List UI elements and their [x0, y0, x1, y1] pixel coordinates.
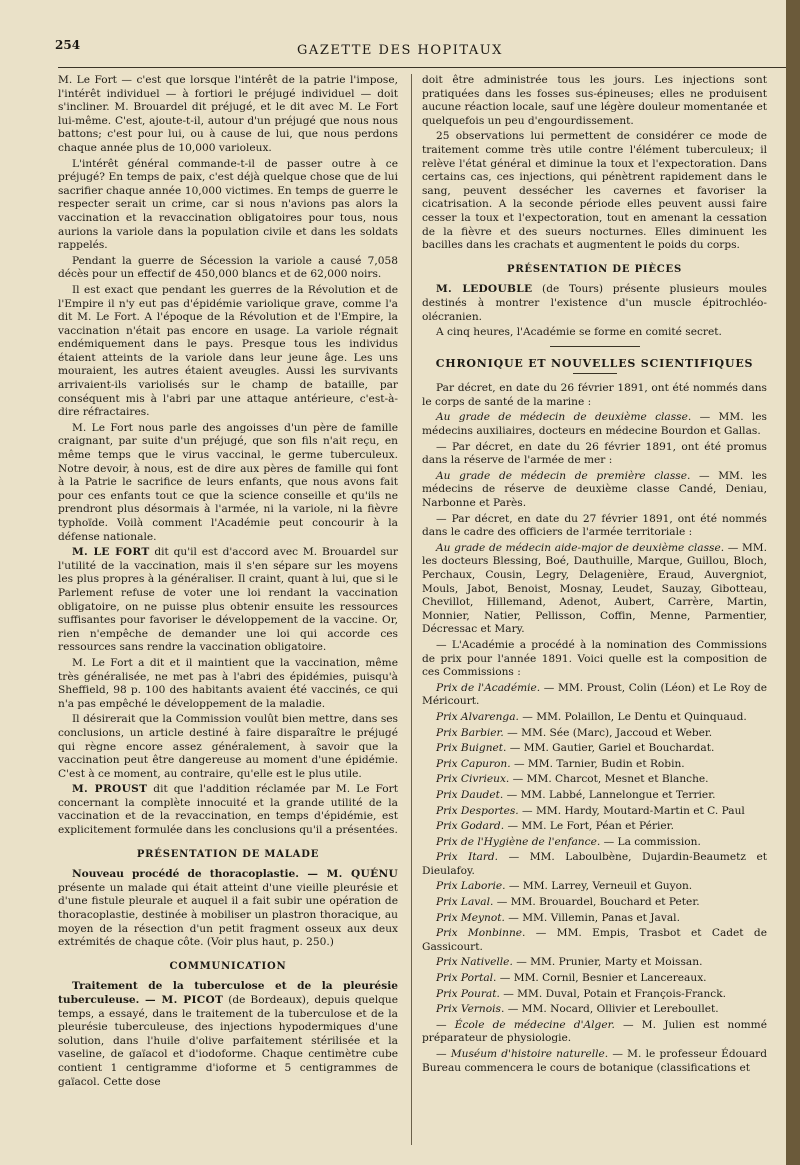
prize-members: — MM. Labbé, Lannelongue et Terrier.: [503, 788, 716, 801]
paragraph-text: — MM. les médecins de réserve de deuxième classe Candé, Deniau, Narbonne et Parès.: [422, 469, 767, 510]
speaker-name: M. PROUST: [72, 783, 148, 796]
speaker-name: — M. PICOT: [139, 994, 224, 1006]
prize-item: [422, 727, 767, 741]
prize-members: — MM. Nocard, Ollivier et Lereboullet.: [504, 1003, 719, 1016]
prize-members: — MM. Brouardel, Bouchard et Peter.: [493, 896, 700, 909]
paragraph: [422, 1019, 767, 1046]
prize-members: — MM. Hardy, Moutard-Martin et C. Paul: [518, 804, 745, 817]
paragraph-text: présente un malade qui était atteint d'une vieille pleurésie et d'une fistule pleurale et auquel il a fait subir une opération de thoracoplastie, destinée à mobiliser un plastron thoracique, au moyen de la résection d'un petit fragment osseux aux deux extrémités de chaque côte. (Voir plus haut, p. 250.): [58, 881, 398, 949]
paragraph: [422, 283, 767, 324]
paragraph-text: (de Bordeaux), depuis quelque temps, a essayé, dans le traitement de la tuberculose et de la pleurésie tuberculeuse, des injections hypodermiques d'une solution, dans l'huile d'olive parfaitement stérilisée et la vaseline, de gaïacol et d'iodoforme. Chaque centimètre cube contient 1 centigramme d'ioforme et 5 centigrammes de gaïacol. Cette dose: [58, 994, 398, 1088]
ornamental-rule: [550, 346, 640, 347]
prize-members: — MM. Cornil, Besnier et Lancereaux.: [496, 972, 707, 985]
prize-item: [422, 820, 767, 834]
left-column: [58, 74, 398, 1091]
paragraph: [58, 546, 398, 655]
paragraph: Pendant la guerre de Sécession la variole a causé 7,058 décès pour un effectif de 450,000 blancs et de 62,000 noirs.: [58, 254, 398, 281]
paragraph: 25 observations lui permettent de considérer ce mode de traitement comme très utile contre l'élément tuberculeux; il relève l'état général et diminue la toux et l'expectoration. Dans certains cas, ces injections, qui pénètrent rapidement dans le sang, peuvent dessécher les cavernes et favoriser la cicatrisation. A la seconde période elles peuvent aussi faire cesser la toux et l'expectoration, tout en amenant la cessation de la fièvre et des sueurs nocturnes. Elles diminuent les bacilles dans les crachats et augmentent le poids du corps.: [422, 130, 767, 252]
paragraph: doit être administrée tous les jours. Les injections sont pratiquées dans les fosses sus-épineuses; elles ne produisent aucune réaction locale, sauf une légère douleur momentanée et quelquefois un peu d'engourdissement.: [422, 74, 767, 127]
prize-members: — MM. Tarnier, Budin et Robin.: [510, 757, 685, 770]
paragraph: M. Le Fort nous parle des angoisses d'un père de famille craignant, par suite d'un préjugé, que son fils n'ait reçu, en même temps que le virus vaccinal, le germe tuberculeux. Notre devoir, à nous, est de dire aux pères de famille qui font à la Patrie le sacrifice de leurs enfants, que nous avons fait pour ces enfants tout ce que la science conseille et qu'ils ne prendront plus désormais à l'armée, ni la variole, ni la fièvre typhoïde. Voilà comment l'Académie peut concourir à la défense nationale.: [58, 421, 398, 543]
section-heading: PRÉSENTATION DE PIÈCES: [507, 263, 682, 275]
prize-name: Prix Vernois.: [436, 1003, 505, 1016]
prize-name: Prix Pourat.: [436, 987, 500, 1000]
paragraph: [58, 783, 398, 837]
prize-members: — MM. Laboulbène, Dujardin-Beaumetz et Dieulafoy.: [422, 851, 767, 877]
prize-members: — MM. Prunier, Marty et Moissan.: [512, 956, 703, 969]
prize-name: Prix Itard.: [436, 851, 499, 864]
prize-item: [422, 896, 767, 910]
short-rule: [573, 373, 617, 374]
prize-name: Prix Desportes.: [436, 804, 519, 817]
prize-item: [422, 880, 767, 894]
prize-members: — MM. Larrey, Verneuil et Guyon.: [505, 880, 693, 893]
right-column: [422, 74, 767, 1077]
prize-name: Prix de l'Académie.: [436, 681, 541, 694]
paragraph: — L'Académie a procédé à la nomination des Commissions de prix pour l'année 1891. Voici quelle est la composition de ces Commissions :: [422, 638, 767, 679]
prize-name: Prix Nativelle.: [436, 956, 513, 969]
paragraph: [58, 868, 398, 950]
paragraph: Par décret, en date du 26 février 1891, ont été nommés dans le corps de santé de la marine :: [422, 382, 767, 408]
paragraph-lead: Nouveau procédé de thoracoplastie.: [72, 868, 299, 881]
prize-name: Prix Portal.: [436, 972, 497, 985]
prize-name: Prix Laval.: [436, 896, 494, 909]
paragraph: Il est exact que pendant les guerres de la Révolution et de l'Empire il n'y eut pas d'épidémie variolique grave, comme l'a dit M. Le Fort. A l'époque de la Révolution et de l'Empire, la vaccination n'était pas encore en usage. La variole régnait endémiquement dans le pays. Presque tous les individus étaient atteints de la variole dans leur jeune âge. Les uns mouraient, les autres étaient aveugles. Aussi les survivants arrivaient-ils variolisés sur le champ de bataille, par conséquent mis à l'abri par une attaque antérieure, c'est-à-dire réfractaires.: [58, 283, 398, 419]
prize-name: Prix Meynot.: [436, 911, 505, 924]
section-heading: CHRONIQUE ET NOUVELLES SCIENTIFIQUES: [435, 356, 754, 370]
prize-item: [422, 836, 767, 850]
prize-name: Prix Monbinne.: [436, 927, 526, 940]
prize-item: [422, 742, 767, 756]
paragraph: Il désirerait que la Commission voulût bien mettre, dans ses conclusions, un article destiné à faire disparaître le préjugé qui règne encore assez généralement, à savoir que la vaccination peut être dangereuse au moment d'une épidémie. C'est à ce moment, au contraire, qu'elle est le plus utile.: [58, 713, 398, 780]
speaker-name: — M. QUÉNU: [298, 868, 398, 881]
prize-item: [422, 682, 767, 709]
prize-item: [422, 805, 767, 819]
speaker-name: M. LEDOUBLE: [436, 283, 533, 296]
paragraph: — Par décret, en date du 26 février 1891, ont été promus dans la réserve de l'armée de mer :: [422, 440, 767, 467]
prize-item: [422, 711, 767, 725]
header-rule: [58, 67, 792, 68]
paragraph: [422, 1048, 767, 1075]
paragraph-text: — MM. les docteurs Blessing, Boé, Dauthuille, Marque, Guillou, Bloch, Perchaux, Cousin, Legry, Delagenière, Eraud, Auvergniot, Mouls, Jabot, Benoist, Mosnay, Leudet, Sauzay, Gibotteau, Chevillot, Hillemand, Adenot, Aubert, Carrère, Martin, Monnier, Natier, Pellisson, Coffin, Menne, Parmentier, Décressac et Mary.: [422, 541, 768, 636]
prize-members: — La commission.: [600, 835, 701, 848]
paragraph: [422, 470, 767, 511]
prize-members: — MM. Proust, Colin (Léon) et Le Roy de Méricourt.: [422, 681, 767, 708]
dash: —: [436, 1048, 451, 1060]
prize-members: — MM. Sée (Marc), Jaccoud et Weber.: [503, 726, 713, 739]
prize-item: [422, 927, 767, 954]
section-heading: COMMUNICATION: [169, 960, 287, 972]
prize-name: Prix Laborie.: [436, 880, 506, 893]
prize-name: Prix Buignet.: [436, 742, 507, 755]
journal-title: GAZETTE DES HOPITAUX: [297, 43, 503, 58]
prize-name: Prix de l'Hygiène de l'enfance.: [436, 835, 601, 848]
prize-name: Prix Civrieux.: [436, 773, 510, 786]
prize-name: Prix Godard.: [436, 820, 505, 833]
prize-list: [422, 682, 767, 1017]
paragraph-text: dit que l'addition réclamée par M. Le Fort concernant la complète innocuité et la grande utilité de la vaccination et de la revaccination, en temps d'épidémie, est explicitement formulée dans les conclusions qu'il a présentées.: [58, 783, 398, 837]
paragraph-text: (de Tours) présente plusieurs moules destinés à montrer l'existence d'un muscle épitrochléo-olécranien.: [422, 283, 767, 323]
italic-lead: Au grade de médecin aide-major de deuxième classe.: [436, 541, 725, 554]
prize-members: — MM. Villemin, Panas et Javal.: [504, 911, 680, 924]
prize-item: [422, 1003, 767, 1017]
paragraph-text: — MM. les médecins auxiliaires, docteurs en médecine Bourdon et Gallas.: [422, 411, 767, 438]
prize-name: Prix Alvarenga.: [436, 710, 519, 723]
paragraph: A cinq heures, l'Académie se forme en comité secret.: [436, 326, 722, 339]
section-heading: PRÉSENTATION DE MALADE: [136, 848, 320, 860]
italic-lead: Muséum d'histoire naturelle.: [450, 1048, 609, 1060]
prize-item: [422, 912, 767, 926]
paragraph: — Par décret, en date du 27 février 1891, ont été nommés dans le cadre des officiers de l'armée territoriale :: [422, 512, 767, 539]
paragraph: L'intérêt général commande-t-il de passer outre à ce préjugé? En temps de paix, c'est déjà quelque chose que de lui sacrifier chaque année 10,000 victimes. En temps de guerre le respecter serait un crime, car si nous n'avions pas alors la vaccination et la revaccination obligatoires pour tous, nous aurions la variole dans la population civile et dans les soldats rappelés.: [58, 157, 398, 252]
prize-item: [422, 851, 767, 878]
prize-item: [422, 956, 767, 970]
prize-members: — MM. Polaillon, Le Dentu et Quinquaud.: [518, 710, 747, 723]
paragraph: M. Le Fort a dit et il maintient que la vaccination, même très généralisée, ne met pas à l'abri des épidémies, puisqu'à Sheffield, 98 p. 100 des habitants avaient été vaccinés, ce qui n'a pas empêché le développement de la maladie.: [58, 656, 398, 710]
prize-item: [422, 789, 767, 803]
prize-members: — MM. Le Fort, Péan et Périer.: [504, 820, 674, 833]
page-header: [0, 0, 800, 70]
prize-members: — MM. Charcot, Mesnet et Blanche.: [509, 773, 709, 786]
italic-lead: Au grade de médecin de première classe.: [436, 469, 691, 482]
speaker-name: M. LE FORT: [72, 546, 150, 559]
prize-members: — MM. Duval, Potain et François-Franck.: [499, 987, 726, 1000]
paragraph: [422, 411, 767, 438]
prize-item: [422, 758, 767, 772]
prize-item: [422, 972, 767, 986]
paragraph-text: dit qu'il est d'accord avec M. Brouardel sur l'utilité de la vaccination, mais il s'en sépare sur les moyens les plus propres à la généraliser. Il craint, quant à lui, que si le Parlement refuse de voter une loi rendant la vaccination obligatoire, on ne puisse plus obtenir ensuite les ressources suffisantes pour favoriser le développement de la vaccine. Or, rien n'empêche de demander une loi qui accorde ces ressources sans rendre la vaccination obligatoire.: [58, 546, 398, 654]
dash: —: [436, 1018, 455, 1031]
prize-name: Prix Capuron.: [436, 757, 511, 770]
column-divider: [411, 74, 412, 1145]
prize-members: — MM. Gautier, Gariel et Bouchardat.: [506, 742, 715, 755]
paragraph-text: — M. le professeur Édouard Bureau commencera le cours de botanique (classifications et: [422, 1048, 767, 1074]
paragraph: M. Le Fort — c'est que lorsque l'intérêt de la patrie l'impose, l'intérêt individuel — à fortiori le préjugé individuel — doit s'incliner. M. Brouardel dit préjugé, et le dit avec M. Le Fort lui-même. C'est, ajoute-t-il, autour d'un préjugé que nous nous battons; c'est pour lui, ou à cause de lui, que nous perdons chaque année plus de 10,000 varioleux.: [58, 74, 398, 154]
prize-name: Prix Barbier.: [436, 726, 504, 739]
prize-item: [422, 988, 767, 1002]
paragraph-text: — M. Julien est nommé préparateur de physiologie.: [422, 1018, 768, 1045]
prize-name: Prix Daudet.: [436, 788, 504, 801]
italic-lead: Au grade de médecin de deuxième classe.: [436, 411, 692, 424]
prize-item: [422, 773, 767, 787]
page-edge: [786, 0, 800, 1165]
paragraph: [422, 542, 767, 637]
italic-lead: École de médecine d'Alger.: [454, 1018, 615, 1031]
paragraph-lead: Traitement de la tuberculose et de la pleurésie tuberculeuse.: [58, 980, 398, 1006]
paragraph: [58, 980, 398, 1089]
prize-members: — MM. Empis, Trasbot et Cadet de Gassicourt.: [422, 927, 767, 953]
page-number: 254: [55, 38, 81, 52]
